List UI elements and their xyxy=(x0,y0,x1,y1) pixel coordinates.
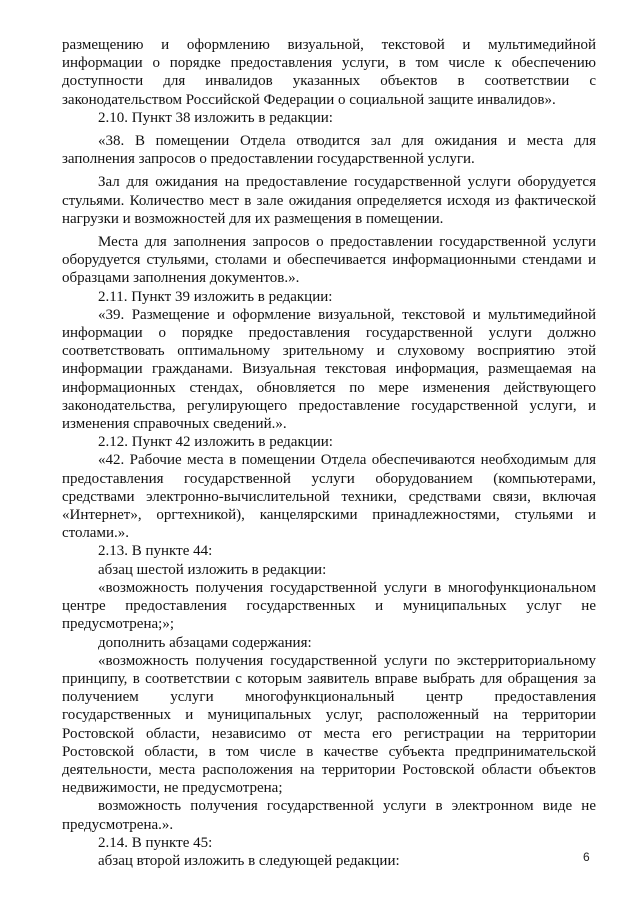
paragraph-item-42: «42. Рабочие места в помещении Отдела обеспечиваются необходимым для предоставления государственной услуги оборудованием (компьютерами, средствами электронно-вычислительной техники, средствами связи, включая «Интернет», оргтехникой), канцелярскими принадлежностями, стульями и столами.». xyxy=(62,452,596,542)
item-heading-2-12: 2.12. Пункт 42 изложить в редакции: xyxy=(98,434,333,451)
paragraph-request-places: Места для заполнения запросов о предоставлении государственной услуги оборудуется стульями, столами и обеспечивается информационными стендами и образцами заполнения документов.». xyxy=(62,234,596,287)
item-heading-2-14: 2.14. В пункте 45: xyxy=(98,834,213,851)
paragraph-item-38: «38. В помещении Отдела отводится зал для ожидания и места для заполнения запросов о предоставлении государственной услуги. xyxy=(62,133,596,168)
page-number: 6 xyxy=(583,850,590,864)
document-body xyxy=(62,36,596,870)
item-heading-2-10: 2.10. Пункт 38 изложить в редакции: xyxy=(98,109,333,126)
paragraph-item-39: «39. Размещение и оформление визуальной, текстовой и мультимедийной информации о порядке предоставления государственной услуги должно соответствовать оптимальному зрительному и слуховому восприятию этой информации гражданами. Визуальная текстовая информация, размещаемая на информационных стендах, обновляется по мере изменения действующего законодательства, регулирующего предоставление государственной услуги, и изменения справочных сведений.». xyxy=(62,306,596,433)
item-heading-2-11: 2.11. Пункт 39 изложить в редакции: xyxy=(98,288,333,305)
paragraph-add-abzacs: дополнить абзацами содержания: xyxy=(98,634,312,651)
paragraph-waiting-hall: Зал для ожидания на предоставление государственной услуги оборудуется стульями. Количество мест в зале ожидания определяется исходя из фактической нагрузки и возможностей для их размещения в помещении. xyxy=(62,174,596,227)
paragraph-sixth-abzac: абзац шестой изложить в редакции: xyxy=(98,561,327,578)
item-heading-2-13: 2.13. В пункте 44: xyxy=(98,543,213,560)
paragraph-electronic: возможность получения государственной услуги в электронном виде не предусмотрена.». xyxy=(62,798,596,833)
paragraph-extraterritorial: «возможность получения государственной услуги по экстерриториальному принципу, в соответствии с которым заявитель вправе выбрать для обращения за получением услуги многофункциональный центр предоставления государственных и муниципальных услуг, расположенный на территории Ростовской области, независимо от места его регистрации на территории Ростовской области, в том числе в качестве субъекта предпринимательской деятельности, места расположения на территории Ростовской области объектов недвижимости, не предусмотрена; xyxy=(62,652,596,797)
paragraph-continuation: размещению и оформлению визуальной, текстовой и мультимедийной информации о порядке предоставления услуги, в том числе к обеспечению доступности для инвалидов указанных объектов в соответствии с законодательством Российской Федерации о социальной защите инвалидов». xyxy=(62,37,596,108)
paragraph-second-abzac: абзац второй изложить в следующей редакции: xyxy=(98,852,400,869)
paragraph-mfc-not-provided: «возможность получения государственной услуги в многофункциональном центре предоставления государственных и муниципальных услуг не предусмотрена;»; xyxy=(62,579,596,633)
